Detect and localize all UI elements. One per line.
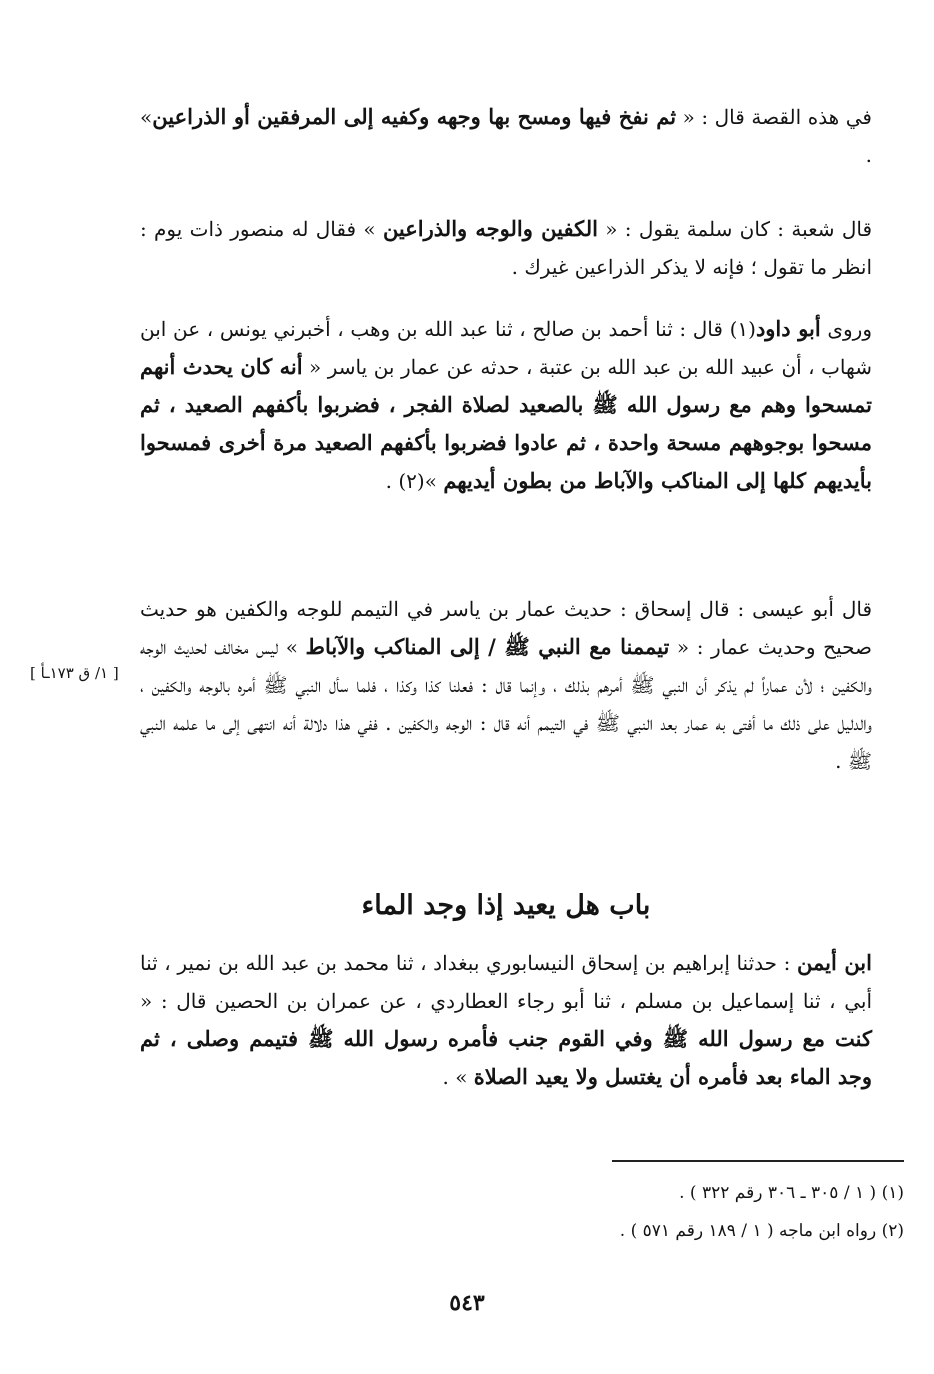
footnote-1: (١) ( ١ / ٣٠٥ ـ ٣٠٦ رقم ٣٢٢ ) .	[679, 1183, 904, 1203]
text-segment: قال أبو عيسى : قال إسحاق : حديث عمار بن ياسر في التيمم للوجه والكفين هو حديث صحيح وحديث عمار : «	[140, 597, 872, 659]
paragraph-4	[140, 590, 872, 780]
bold-text-segment: أبو داود	[755, 316, 821, 341]
text-segment: قال شعبة : كان سلمة يقول : «	[597, 217, 873, 241]
bold-text-segment: الكفين والوجه والذراعين	[382, 216, 598, 241]
footnote-divider	[612, 1160, 904, 1162]
bold-text-segment: تيممنا مع النبي ﷺ / إلى المناكب والآباط	[305, 634, 670, 659]
text-segment: » ليس مخالف لحديث الوجه والكفين ؛ لأن عماراً لم يذكر أن النبي ﷺ أمرهم بذلك ، وإنما قال : فعلنا كذا وكذا ، فلما سأل النبي ﷺ أمره بالوجه والكفين ، والدليل على ذلك ما أفتى به عمار بعد النبي ﷺ في التيمم أنه قال : الوجه والكفين . ففي هذا دلالة أنه انتهى إلى ما علمه النبي ﷺ .	[140, 635, 872, 773]
bold-text-segment: ابن أيمن	[796, 950, 872, 975]
footnote-2: (٢) رواه ابن ماجه ( ١ / ١٨٩ رقم ٥٧١ ) .	[619, 1221, 904, 1241]
paragraph-2	[140, 210, 872, 286]
paragraph-1	[140, 98, 872, 174]
bold-text-segment: كنت مع رسول الله ﷺ وفي القوم جنب فأمره رسول الله ﷺ فتيمم وصلى ، ثم وجد الماء بعد فأمره أن يغتسل ولا يعيد الصلاة	[140, 1026, 872, 1089]
text-segment: وروى	[820, 317, 872, 341]
page-number: ٥٤٣	[449, 1290, 485, 1316]
margin-reference-note: [ ١/ ق ١٧٣ـأ ]	[30, 664, 119, 682]
bold-text-segment: ثم نفخ فيها ومسح بها وجهه وكفيه إلى المرفقين أو الذراعين	[152, 104, 677, 129]
bold-text-segment: أنه كان يحدث أنهم تمسحوا وهم مع رسول الله ﷺ بالصعيد لصلاة الفجر ، فضربوا بأكفهم الصعيد ، ثم مسحوا بوجوههم مسحة واحدة ، ثم عادوا فضربوا بأكفهم الصعيد مرة أخرى فمسحوا بأيديهم كلها إلى المناكب والآباط من بطون أيديهم	[140, 354, 872, 493]
text-segment: » فقال له منصور ذات يوم : انظر ما تقول ؛ فإنه لا يذكر الذراعين غيرك .	[140, 217, 872, 279]
text-segment: في هذه القصة قال : «	[676, 105, 872, 129]
text-segment: » .	[442, 1065, 474, 1089]
paragraph-3	[140, 310, 872, 500]
text-segment: (١) قال : ثنا أحمد بن صالح ، ثنا عبد الله بن وهب ، أخبرني يونس ، عن ابن شهاب ، أن عبيد الله بن عبد الله بن عتبة ، حدثه عن عمار بن ياسر «	[140, 317, 873, 379]
text-segment: » .	[140, 105, 872, 167]
paragraph-5	[140, 944, 872, 1096]
text-segment: »(٢) .	[385, 469, 444, 493]
text-segment: : حدثنا إبراهيم بن إسحاق النيسابوري ببغداد ، ثنا محمد بن عبد الله بن نمير ، ثنا أبي ، ثنا إسماعيل بن مسلم ، ثنا أبو رجاء العطاردي ، عن عمران بن الحصين قال : «	[140, 951, 872, 1013]
chapter-heading: باب هل يعيد إذا وجد الماء	[361, 890, 651, 921]
